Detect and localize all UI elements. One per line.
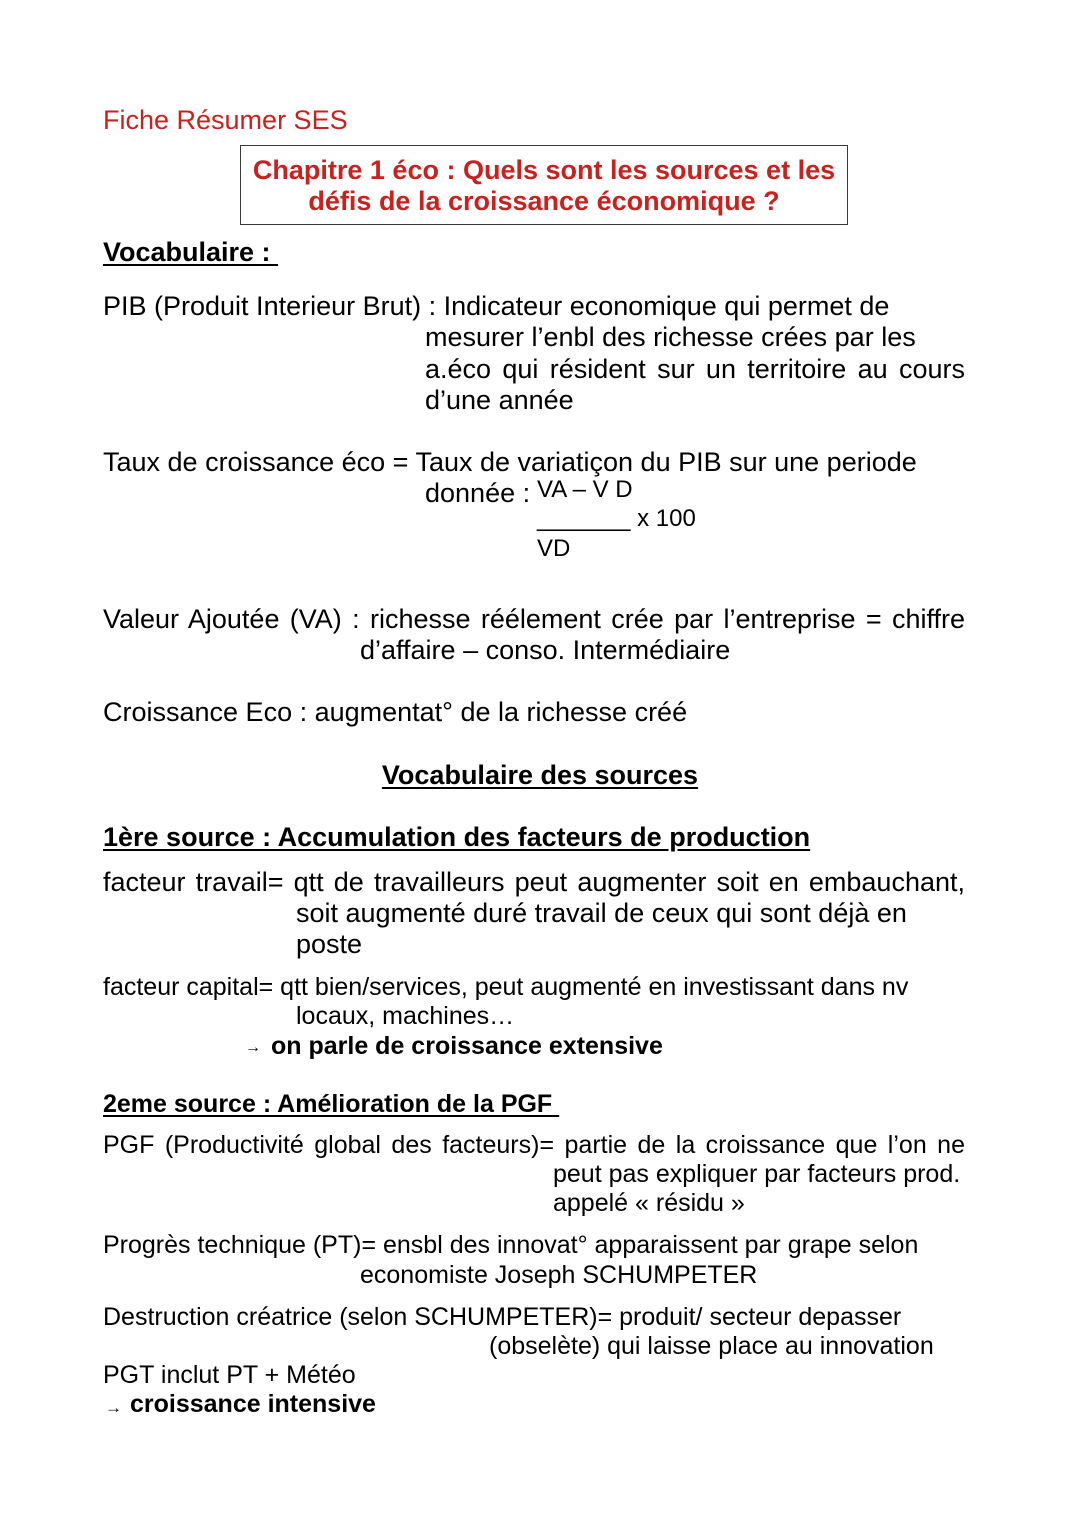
facteur-capital-line: locaux, machines… xyxy=(296,1001,515,1030)
facteur-travail-line: poste xyxy=(296,928,363,959)
pib-definition-line: a.éco qui résident sur un territoire au cours xyxy=(425,353,965,384)
va-definition-line: Valeur Ajoutée (VA) : richesse réélement crée par l’entreprise = chiffre xyxy=(103,603,965,634)
chapter-title-line-2: défis de la croissance économique ? xyxy=(308,185,780,216)
sheet-title: Fiche Résumer SES xyxy=(103,105,348,135)
pgf-definition-line: appelé « résidu » xyxy=(553,1188,745,1217)
facteur-travail-line: facteur travail= qtt de travailleurs peut augmenter soit en embauchant, xyxy=(103,866,965,897)
chapter-title-box xyxy=(240,145,848,225)
va-definition-line: d’affaire – conso. Intermédiaire xyxy=(360,634,731,665)
pgf-definition-line: peut pas expliquer par facteurs prod. xyxy=(553,1159,961,1188)
formula-fraction-bar: _______ x 100 xyxy=(537,505,696,532)
pib-definition-line: d’une année xyxy=(425,384,574,415)
formula-denominator: VD xyxy=(537,535,571,562)
facteur-capital-line: facteur capital= qtt bien/services, peut augmenté en investissant dans nv xyxy=(103,972,909,1001)
source-1-heading: 1ère source : Accumulation des facteurs de production xyxy=(103,821,811,852)
progres-technique-line: economiste Joseph SCHUMPETER xyxy=(360,1260,758,1289)
section-heading-vocabulaire: Vocabulaire : xyxy=(103,236,279,267)
source-2-heading: 2eme source : Amélioration de la PGF xyxy=(103,1089,560,1118)
facteur-travail-line: soit augmenté duré travail de ceux qui sont déjà en xyxy=(296,897,907,928)
pgf-definition-line: PGF (Productivité global des facteurs)= partie de la croissance que l’on ne xyxy=(103,1130,965,1159)
taux-definition-line: donnée : xyxy=(425,477,538,508)
arrow-right-icon: → xyxy=(105,1398,122,1417)
pib-definition-line: mesurer l’enbl des richesse crées par les xyxy=(425,321,916,352)
section-heading-sources: Vocabulaire des sources xyxy=(381,759,699,790)
croissance-extensive-conclusion: on parle de croissance extensive xyxy=(271,1031,663,1060)
destruction-creatrice-line: (obselète) qui laisse place au innovation xyxy=(489,1331,934,1360)
progres-technique-line: Progrès technique (PT)= ensbl des innovat° apparaissent par grape selon xyxy=(103,1230,919,1259)
destruction-creatrice-line: Destruction créatrice (selon SCHUMPETER)= produit/ secteur depasser xyxy=(103,1302,902,1331)
chapter-title-line-1: Chapitre 1 éco : Quels sont les sources et les xyxy=(252,154,836,185)
croissance-intensive-conclusion: croissance intensive xyxy=(130,1389,376,1418)
arrow-right-icon: → xyxy=(245,1039,261,1056)
croissance-definition: Croissance Eco : augmentat° de la richesse créé xyxy=(103,696,688,727)
pgt-note: PGT inclut PT + Météo xyxy=(103,1360,356,1389)
pib-definition-line: PIB (Produit Interieur Brut) : Indicateur economique qui permet de xyxy=(103,290,890,321)
formula-numerator: VA – V D xyxy=(537,476,633,503)
taux-definition-line: Taux de croissance éco = Taux de variatiçon du PIB sur une periode xyxy=(103,446,917,477)
